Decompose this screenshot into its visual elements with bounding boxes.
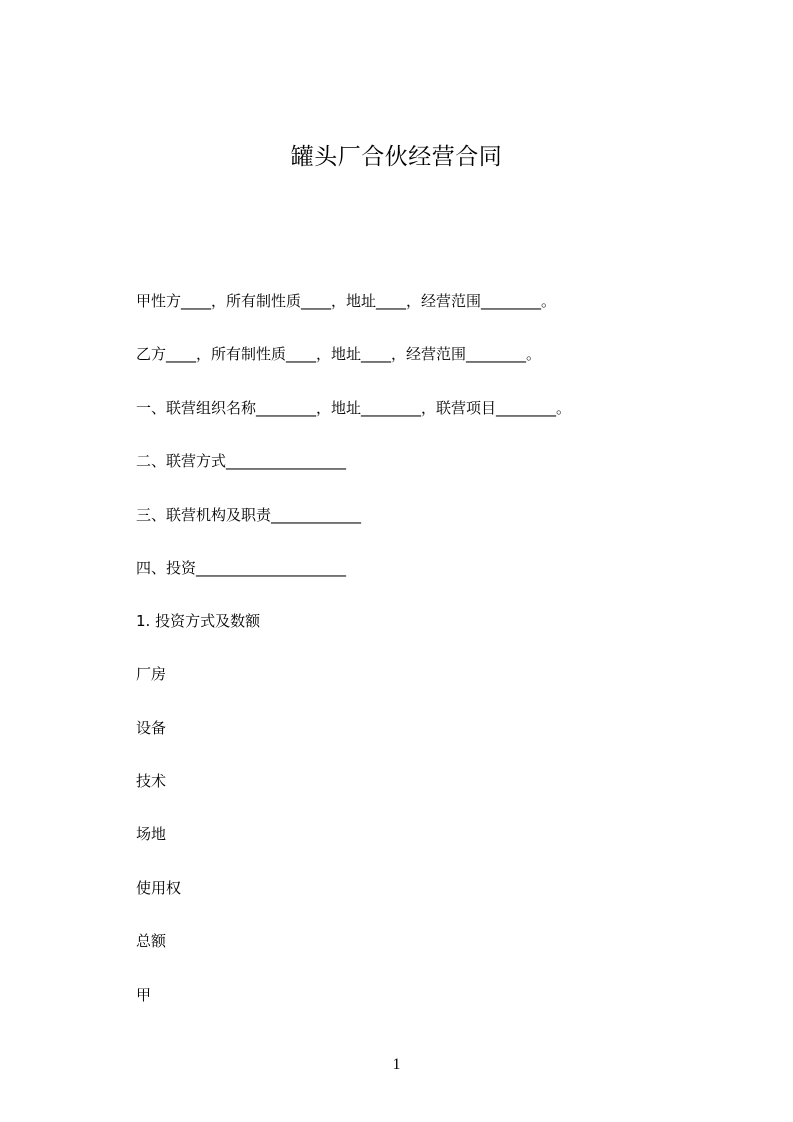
document-title: 罐头厂合伙经营合同 bbox=[290, 144, 503, 170]
section-1-line: 一、联营组织名称________，地址________，联营项目________。 bbox=[136, 399, 572, 417]
item-party-a: 甲 bbox=[136, 986, 152, 1004]
subsection-1-line: 1. 投资方式及数额 bbox=[136, 612, 261, 630]
section-3-line: 三、联营机构及职责____________ bbox=[136, 506, 362, 524]
section-4-line: 四、投资____________________ bbox=[136, 559, 347, 577]
item-usage-rights: 使用权 bbox=[136, 879, 182, 897]
page-number: 1 bbox=[392, 1056, 401, 1073]
item-total: 总额 bbox=[136, 932, 167, 950]
party-a-line: 甲性方____，所有制性质____，地址____，经营范围________。 bbox=[136, 292, 557, 310]
item-equipment: 设备 bbox=[136, 719, 167, 737]
item-site: 场地 bbox=[136, 825, 167, 843]
section-2-line: 二、联营方式________________ bbox=[136, 452, 347, 470]
item-factory-building: 厂房 bbox=[136, 665, 167, 683]
item-technology: 技术 bbox=[136, 772, 167, 790]
party-b-line: 乙方____，所有制性质____，地址____，经营范围________。 bbox=[136, 345, 542, 363]
